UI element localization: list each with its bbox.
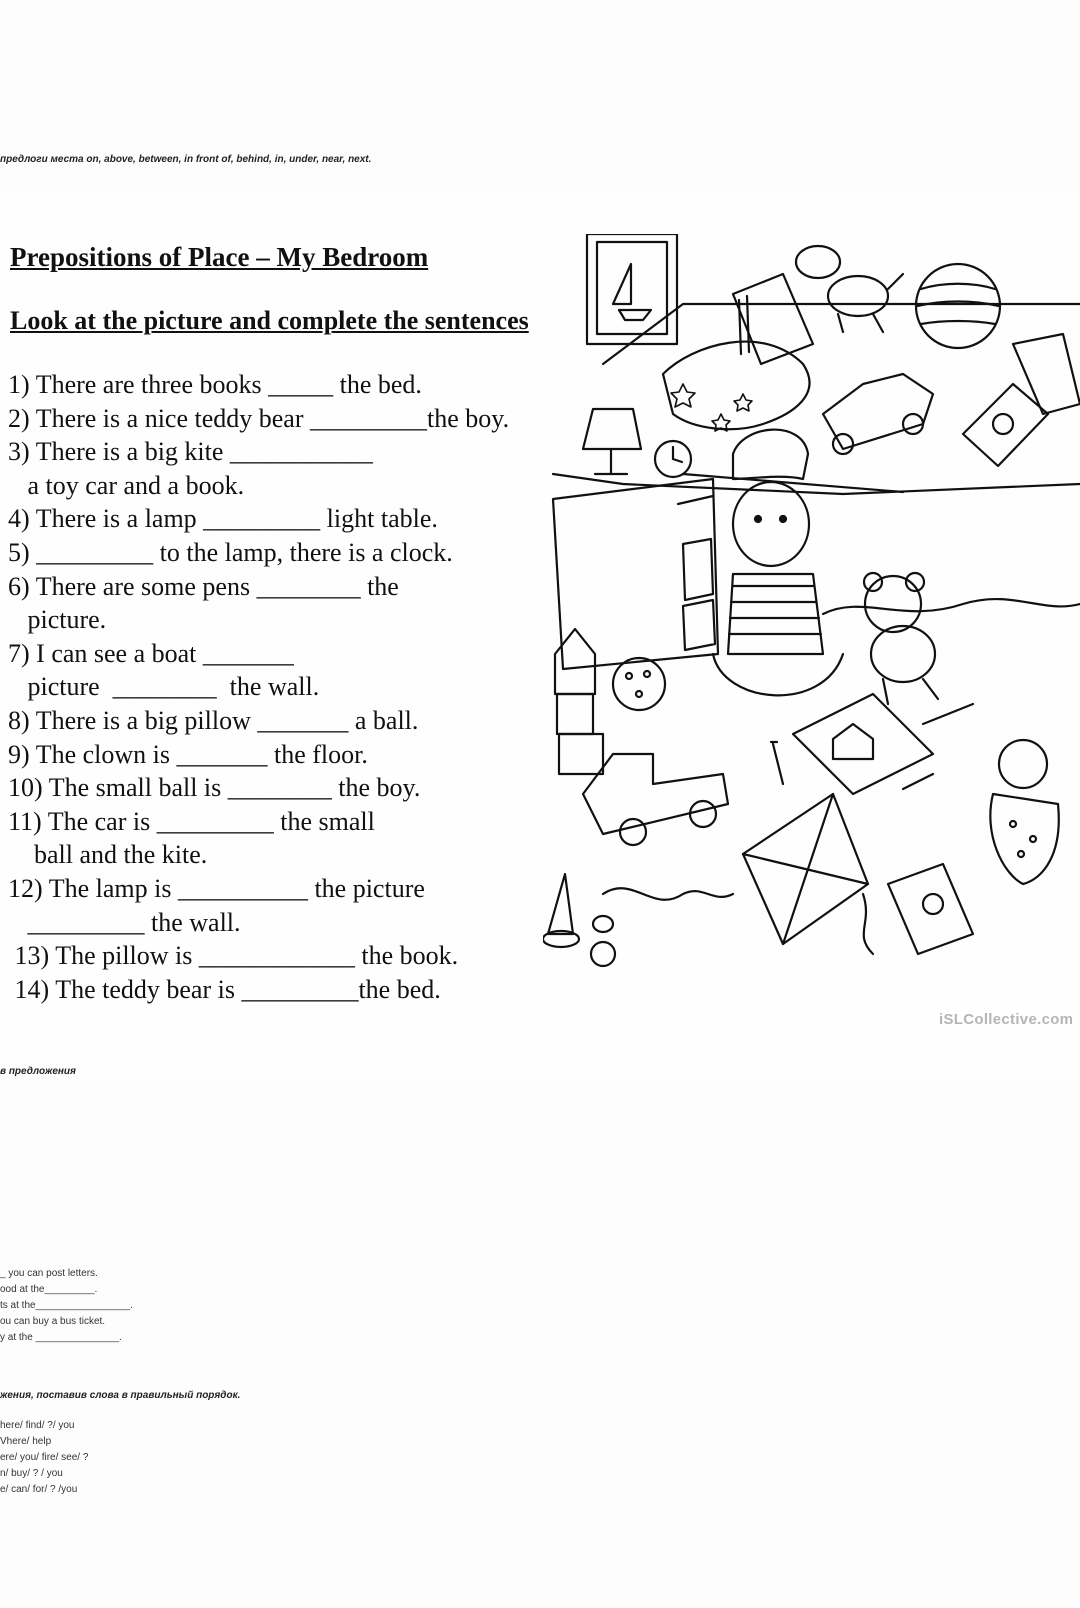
kite (743, 794, 873, 954)
order-line: ere/ you/ fire/ see/ ? (0, 1452, 89, 1463)
table-lamp (583, 409, 641, 474)
small-ball (613, 658, 665, 710)
drawing-paper (793, 694, 933, 794)
header-note: предлоги места on, above, between, in front of, behind, in, under, near, next. (0, 154, 372, 165)
bedroom-illustration (543, 234, 1080, 969)
toy-car-on-bed (823, 374, 933, 454)
watermark: iSLCollective.com (939, 1011, 1074, 1028)
stack-of-books (963, 334, 1080, 466)
sentence-line: ball and the kite. (8, 840, 208, 870)
toy-clown (990, 740, 1058, 884)
fill-line: ou can buy a bus ticket. (0, 1316, 106, 1327)
sentence-line: 14) The teddy bear is _________the bed. (8, 974, 441, 1004)
sentence-line: 9) The clown is _______ the floor. (8, 739, 368, 769)
sentence-line: _________ the wall. (8, 907, 241, 937)
framed-boat-picture (587, 234, 677, 344)
sentence-line: 3) There is a big kite ___________ (8, 437, 373, 467)
bed-outline (553, 304, 1080, 494)
sentence-line: 7) I can see a boat _______ (8, 638, 294, 668)
toy-truck (583, 754, 728, 845)
kite-tail (603, 888, 733, 900)
worksheet (0, 196, 1080, 1076)
section3-title: жения, поставив слова в правильный порядок. (0, 1390, 241, 1401)
order-line: here/ find/ ?/ you (0, 1420, 75, 1431)
sentence-line: 5) _________ to the lamp, there is a clock. (8, 537, 453, 567)
alarm-clock (655, 441, 691, 477)
order-line: n/ buy/ ? / you (0, 1468, 63, 1479)
fill-line: ood at the_________. (0, 1284, 98, 1295)
bed-skirt (823, 599, 1080, 614)
toy-dog (796, 246, 903, 332)
blanket-stars (671, 384, 752, 431)
fill-line: y at the _______________. (0, 1332, 122, 1343)
sentence-line: 11) The car is _________ the small (8, 806, 375, 836)
worksheet-instruction: Look at the picture and complete the sentences (10, 306, 529, 335)
sentence-line: picture. (8, 605, 107, 635)
sentence-line: 13) The pillow is ____________ the book. (8, 941, 459, 971)
striped-ball (916, 264, 1000, 348)
sentence-list (8, 368, 509, 1006)
book-on-floor (888, 864, 973, 954)
sentence-line: 4) There is a lamp _________ light table. (8, 504, 438, 534)
sentence-line: 6) There are some pens ________ the (8, 571, 399, 601)
sentence-line: 2) There is a nice teddy bear _________the boy. (8, 403, 510, 433)
sentence-line: 10) The small ball is ________ the boy. (8, 773, 421, 803)
worksheet-title: Prepositions of Place – My Bedroom (10, 242, 429, 272)
sentence-line: a toy car and a book. (8, 470, 245, 500)
ring-stacking-toy (543, 874, 615, 966)
teddy-bear (864, 573, 938, 704)
nightstand (553, 479, 718, 669)
order-line: e/ can/ for/ ? /you (0, 1484, 78, 1495)
section2-title: в предложения (0, 1066, 76, 1077)
boy-figure (713, 430, 843, 696)
order-line: Vhere/ help (0, 1436, 52, 1447)
notebook-on-pillow (733, 274, 813, 364)
sentence-line: 1) There are three books _____ the bed. (8, 370, 422, 399)
sentence-line: 12) The lamp is __________ the picture (8, 873, 425, 903)
fill-line: _ you can post letters. (0, 1268, 98, 1279)
fill-line: ts at the_________________. (0, 1300, 133, 1311)
sentence-line: 8) There is a big pillow _______ a ball. (8, 705, 419, 735)
sentence-line: picture ________ the wall. (8, 672, 320, 702)
